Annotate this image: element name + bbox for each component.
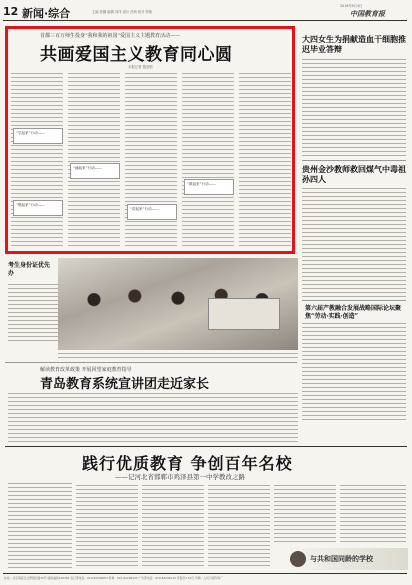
photo-poster: [208, 298, 280, 330]
pullquote-1-text: “学起来”行动——: [16, 131, 45, 135]
section-title: 新闻·综合: [22, 7, 71, 20]
ad-emblem-icon: [290, 551, 306, 567]
students-photo: [58, 258, 298, 350]
feature-body-col-2: [142, 484, 204, 568]
footer-text: 社址：北京海淀区文慧园北路10号 邮政编码100082 发行部电话：010-82296083 传真：010-82296103 广告部电话：010-82296110 零售价1.50元 印刷：人民日报印务厂: [4, 576, 224, 580]
ad-label: 与共和国同龄的学校: [310, 554, 373, 563]
middle-body: [8, 392, 298, 444]
story1-body: [302, 58, 406, 158]
right-divider-1: [302, 160, 406, 161]
pullquote-1: [13, 128, 63, 144]
pullquote-3-text: “诵起来”行动——: [73, 166, 102, 170]
lead-body-col-2: [68, 72, 120, 248]
feature-sidebar-text: [8, 482, 72, 568]
middle-bottom-rule: [5, 446, 407, 447]
masthead-rule: [3, 20, 407, 21]
brief-headline: 考生身份证优先办: [8, 262, 51, 277]
editor-meta: 主编 张鹏 编辑 刘洋 设计 吕萌 校对 郭艳: [92, 10, 153, 14]
story2-body: [302, 187, 406, 297]
lead-headline: 共画爱国主义教育同心圆: [40, 45, 233, 65]
lead-body-col-3: [125, 72, 177, 248]
right-divider-2: [302, 300, 406, 301]
lead-byline: 本报记者 施剑松: [128, 65, 153, 69]
lead-body-col-4: [182, 72, 234, 248]
brief-body: [8, 283, 64, 343]
feature-body-col-1: [76, 484, 138, 568]
feature-subhead: ——记河北省邯郸市鸡泽县第一中学教改之路: [115, 473, 245, 481]
lead-body-col-1: [11, 72, 63, 248]
story1-headline: 大四女生为捐献造血干细胞推迟毕业答辩: [302, 34, 406, 54]
pullquote-5: [184, 179, 234, 195]
pullquote-4: [127, 204, 177, 220]
middle-headline: 青岛教育系统宣讲团走近家长: [40, 377, 210, 392]
pullquote-2: [13, 200, 63, 216]
pullquote-5-text: “做起来”行动——: [187, 182, 216, 186]
feature-body-col-4: [274, 484, 336, 544]
school-ad-banner: [286, 548, 408, 570]
feature-body-col-5: [340, 484, 406, 544]
middle-kicker: 解读教育改革政策 开展回望家庭教育指导: [40, 367, 132, 373]
story3-body: [302, 322, 406, 420]
feature-headline: 践行优质教育 争创百年名校: [82, 454, 293, 473]
pullquote-2-text: “唱起来”行动——: [16, 203, 45, 207]
masthead: [0, 0, 412, 22]
story2-headline: 贵州金沙教师救回煤气中毒祖孙四人: [302, 164, 406, 184]
middle-top-rule: [5, 362, 297, 363]
lead-kicker: 首都三百万师生投身“我和我的祖国”爱国主义主题教育活动——: [40, 33, 181, 39]
lead-body-col-5: [239, 72, 291, 248]
photo-caption: [58, 352, 298, 360]
issue-date: 2019年9月4日: [340, 4, 363, 8]
story3-headline: 第六届产教融合发展战略国际论坛聚焦“劳动·实践·创造”: [305, 305, 402, 320]
feature-body-col-3: [208, 484, 270, 568]
paper-name: 中国教育报: [350, 9, 385, 18]
pullquote-4-text: “讲起来”行动——: [130, 207, 159, 211]
pullquote-3: [70, 163, 120, 179]
footer-rule: [3, 573, 407, 574]
page-number: 12: [3, 5, 19, 18]
